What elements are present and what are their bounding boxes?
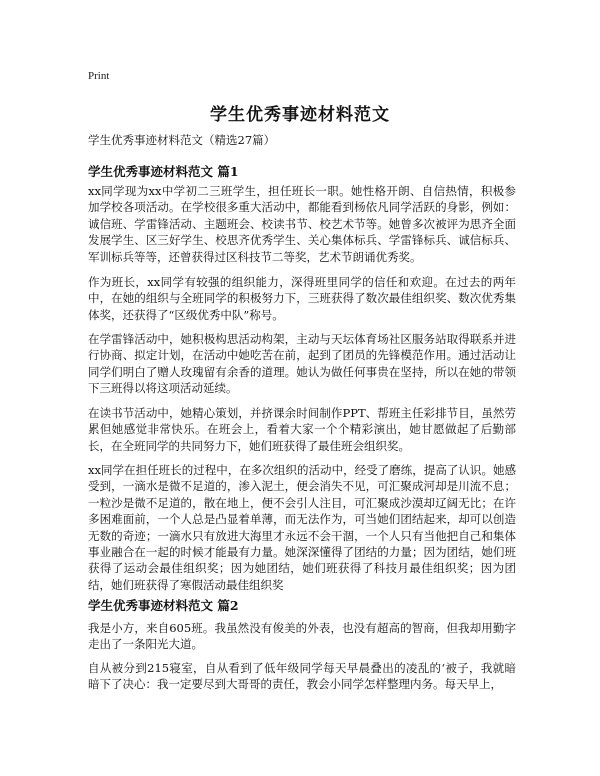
document-title: 学生优秀事迹材料范文 [210, 105, 390, 125]
paragraph: 自从被分到215寝室，自从看到了低年级同学每天早晨叠出的凌乱的‘被子，我就暗暗下了决心：我一定要尽到大哥哥的责任，教会小同学怎样整理内务。每天早上， [88, 661, 516, 692]
paragraph: 在学雷锋活动中，她积极构思活动构架，主动与天坛体育场社区服务站取得联系并进行协商、拟定计划，在活动中她吃苦在前，起到了团员的先锋模范作用。通过活动让同学们明白了赠人玫瑰留有余香的道理。她认为做任何事贵在坚持，所以在她的带领下三班得以将这项活动延续。 [88, 332, 516, 396]
section-heading-1: 学生优秀事迹材料范文 篇1 [88, 164, 239, 179]
paragraph: 在读书节活动中，她精心策划，并挤课余时间制作PPT、帮班主任彩排节目，虽然劳累但她感觉非常快乐。在班会上，看着大家一个个精彩演出，她甘愿做起了后勤部长，在全班同学的共同努力下，她们班获得了最佳班会组织奖。 [88, 406, 516, 453]
section-heading-2: 学生优秀事迹材料范文 篇2 [88, 598, 239, 613]
paragraph: xx同学在担任班长的过程中，在多次组织的活动中，经受了磨练，提高了认识。她感受到，一滴水是微不足道的，渗入泥土，便会消失不见，可汇聚成河却是川流不息；一粒沙是微不足道的，散在地上，便不会引人注目，可汇聚成沙漠却辽阔无比；在许多困难面前，一个人总是凸显着单薄，而无法作为，可当她们团结起来，却可以创造无数的奇迹；一滴水只有放进大海里才永远不会干涸，一个人只有当他把自己和集体事业融合在一起的时候才能最有力量。她深深懂得了团结的力量；因为团结，她们班获得了运动会最佳组织奖；因为她团结，她们班获得了科技月最佳组织奖；因为团结，她们班获得了寒假活动最佳组织奖 [88, 463, 516, 592]
paragraph: 我是小方，来自605班。我虽然没有俊美的外表，也没有超高的智商，但我却用勤字走出了一条阳光大道。 [88, 621, 516, 652]
paragraph: 作为班长，xx同学有较强的组织能力，深得班里同学的信任和欢迎。在过去的两年中，在她的组织与全班同学的积极努力下，三班获得了数次最佳组织奖、数次优秀集体奖，还获得了“区级优秀中队”称号。 [88, 275, 516, 322]
document-subtitle: 学生优秀事迹材料范文（精选27篇） [88, 133, 276, 147]
print-link[interactable]: Print [88, 70, 110, 82]
paragraph: xx同学现为xx中学初二三班学生，担任班长一职。她性格开朗、自信热情，积极参加学校各项活动。在学校很多重大活动中，都能看到杨依凡同学活跃的身影，例如：诚信班、学雷锋活动、主题班会、校读书节、校艺术节等。她曾多次被评为思齐全面发展学生、区三好学生、校思齐优秀学生、关心集体标兵、学雷锋标兵、诚信标兵、军训标兵等等，还曾获得过区科技节二等奖，艺术节朗诵优秀奖。 [88, 184, 516, 264]
